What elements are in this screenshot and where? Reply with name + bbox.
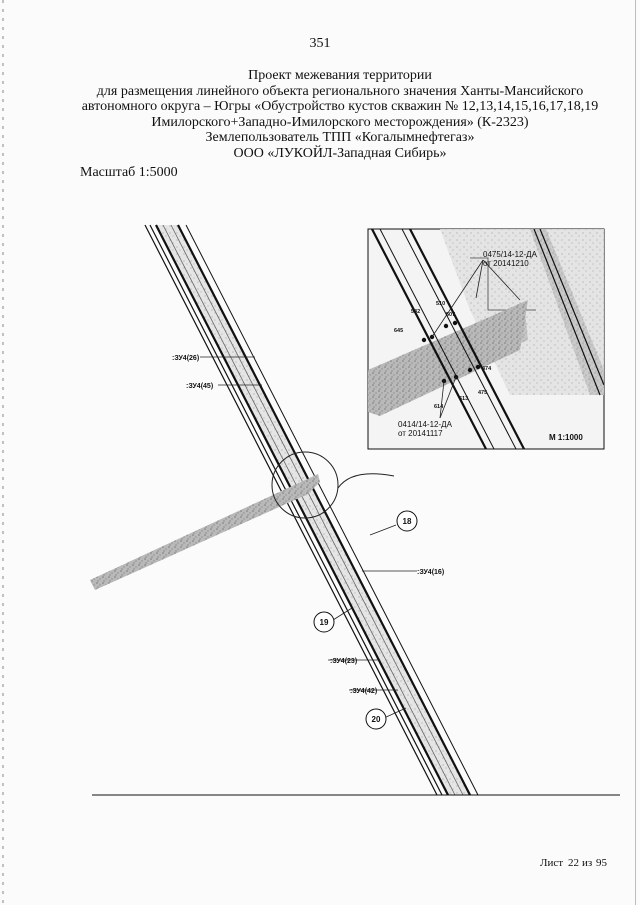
header-line-3: автономного округа – Югры «Обустройство кустов скважин № 12,13,14,15,16,17,18,19 [81, 99, 599, 114]
detail-inset [368, 229, 604, 449]
inset-scale: М 1:1000 [549, 433, 583, 442]
header-line-6: ООО «ЛУКОЙЛ-Западная Сибирь» [233, 145, 447, 161]
header-line-5: Землепользователь ТПП «Когалымнефтегаз» [205, 130, 475, 145]
of-label: из [582, 857, 593, 869]
crossing-strip [90, 474, 320, 590]
parcel-label: :ЗУ4(42) [350, 688, 378, 695]
parcel-label: :ЗУ4(45) [186, 383, 214, 390]
inset-doc-number: 0414/14-12-ДА [398, 420, 452, 429]
header-line-1: Проект межевания территории [248, 68, 432, 83]
detail-leader [338, 474, 394, 488]
point-label: 475 [478, 390, 488, 396]
parcel-label: :ЗУ4(23) [330, 658, 358, 665]
marker-number: 19 [319, 618, 329, 627]
inset-doc-number: 0475/14-12-ДА [483, 250, 537, 259]
scale-label: Масштаб 1:5000 [80, 165, 178, 180]
point-label: 613 [459, 396, 469, 402]
total-sheets: 95 [596, 857, 607, 869]
sheet-number: 22 [568, 857, 579, 869]
parcel-label: :ЗУ4(26) [172, 355, 200, 362]
page-footer [0, 857, 640, 877]
page-number: 351 [309, 36, 331, 51]
inset-doc-date: от 20141210 [483, 259, 529, 268]
point-label: 474 [482, 366, 492, 372]
marker-number: 18 [402, 517, 412, 526]
point-label: 645 [394, 328, 404, 334]
point-label: 510 [436, 301, 446, 307]
point-label: 507 [446, 312, 456, 318]
point-label: 614 [434, 404, 444, 410]
header-line-2: для размещения линейного объекта регионального значения Ханты-Мансийского [96, 83, 584, 99]
parcel-label: :ЗУ4(16) [417, 569, 445, 576]
sheet-label: Лист [540, 857, 564, 869]
point-label: 542 [411, 309, 421, 315]
inset-doc-date: от 20141117 [398, 429, 443, 438]
header-line-4: Имилорского+Западно-Имилорского месторождения» (К-2323) [151, 114, 529, 130]
marker-number: 20 [371, 715, 381, 724]
